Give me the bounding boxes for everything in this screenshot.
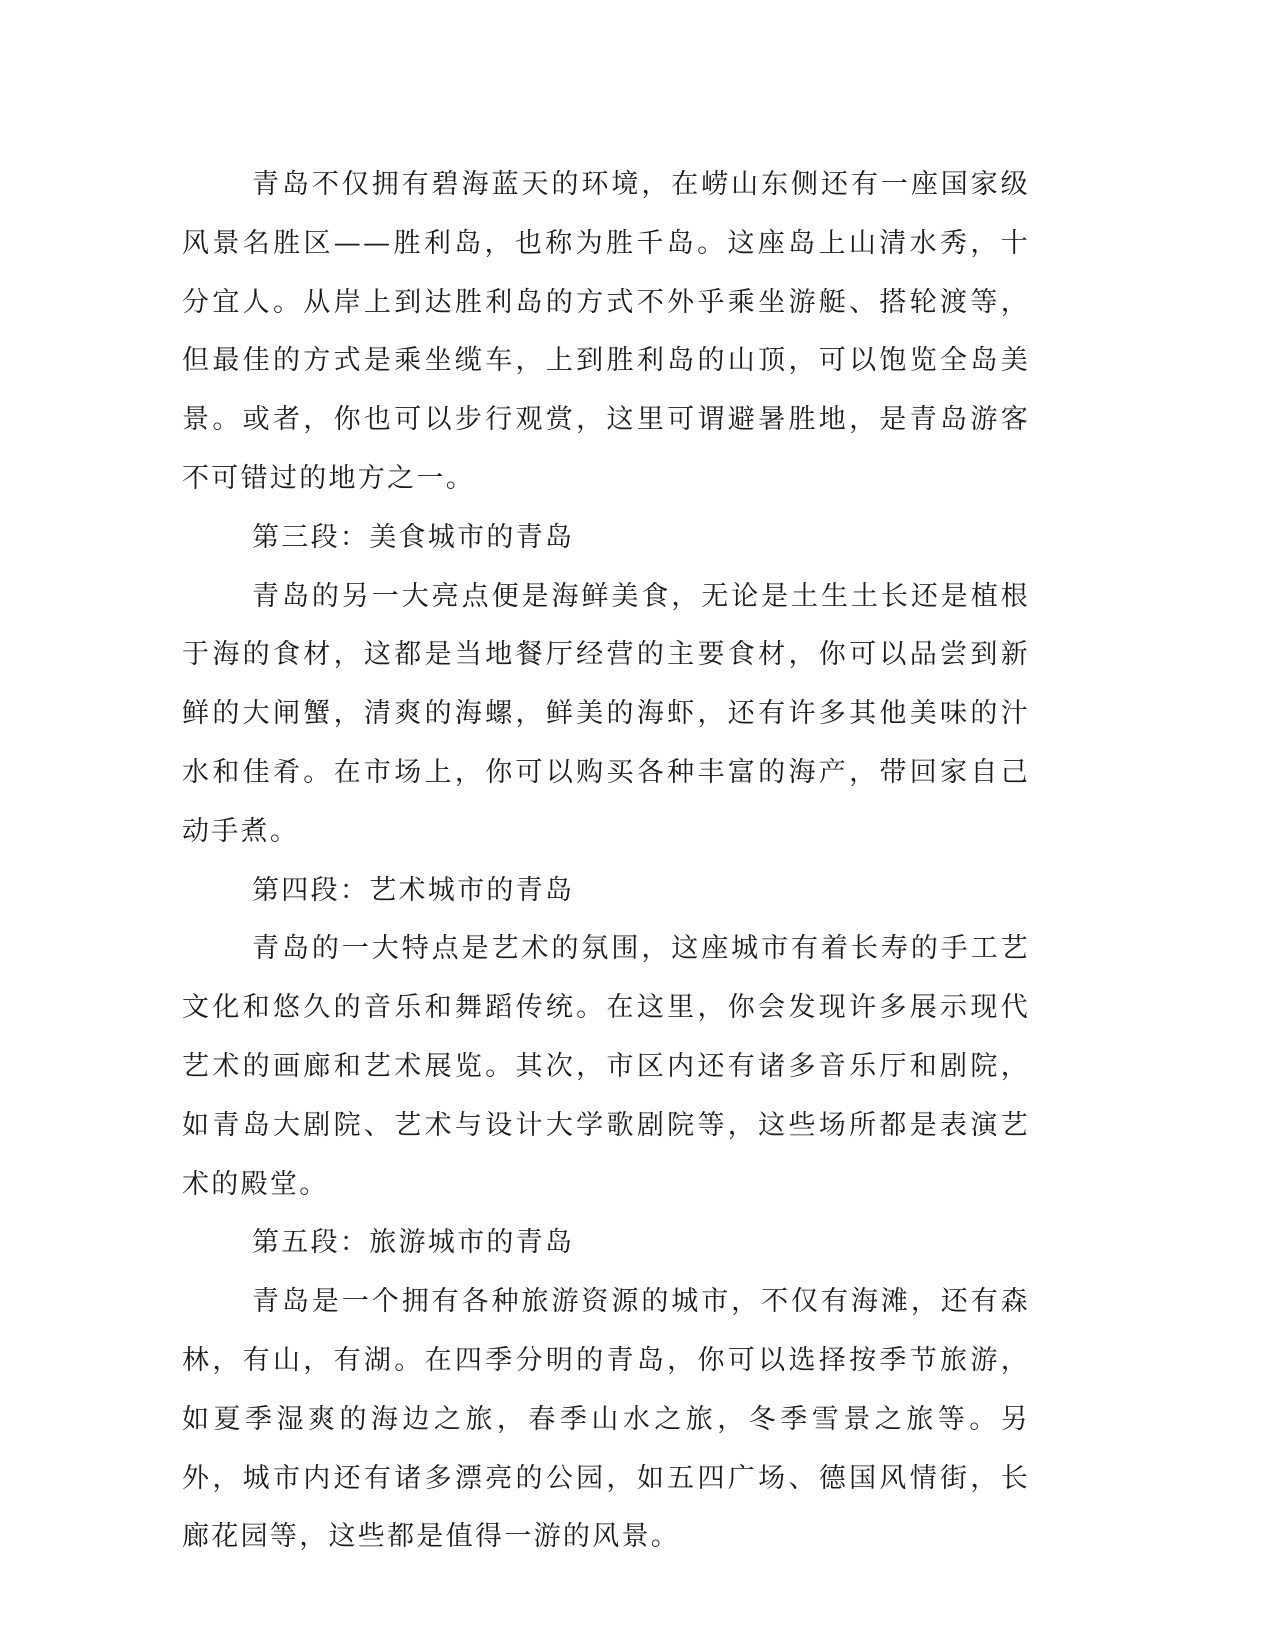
paragraph-seafood: 青岛的另一大亮点便是海鲜美食，无论是土生土长还是植根于海的食材，这都是当地餐厅经营的主要食材，你可以品尝到新鲜的大闸蟹，清爽的海螺，鲜美的海虾，还有许多其他美味的汁水和佳肴。在市场上，你可以购买各种丰富的海产，带回家自己动手煮。 bbox=[182, 580, 1030, 847]
document-body bbox=[182, 156, 1030, 1567]
paragraph-art: 青岛的一大特点是艺术的氛围，这座城市有着长寿的手工艺文化和悠久的音乐和舞蹈传统。在这里，你会发现许多展示现代艺术的画廊和艺术展览。其次，市区内还有诸多音乐厅和剧院，如青岛大剧院、艺术与设计大学歌剧院等，这些场所都是表演艺术的殿堂。 bbox=[182, 933, 1030, 1200]
section-heading-art-city: 第四段：艺术城市的青岛 bbox=[252, 874, 575, 906]
paragraph-shengli-island: 青岛不仅拥有碧海蓝天的环境，在崂山东侧还有一座国家级风景名胜区——胜利岛，也称为胜千岛。这座岛上山清水秀，十分宜人。从岸上到达胜利岛的方式不外乎乘坐游艇、搭轮渡等，但最佳的方式是乘坐缆车，上到胜利岛的山顶，可以饱览全岛美景。或者，你也可以步行观赏，这里可谓避暑胜地，是青岛游客不可错过的地方之一。 bbox=[182, 169, 1030, 494]
paragraph-tourism: 青岛是一个拥有各种旅游资源的城市，不仅有海滩，还有森林，有山，有湖。在四季分明的青岛，你可以选择按季节旅游，如夏季湿爽的海边之旅，春季山水之旅，冬季雪景之旅等。另外，城市内还有诸多漂亮的公园，如五四广场、德国风情街，长廊花园等，这些都是值得一游的风景。 bbox=[182, 1286, 1030, 1553]
section-heading-tourism-city: 第五段：旅游城市的青岛 bbox=[252, 1227, 575, 1259]
section-heading-food-city: 第三段：美食城市的青岛 bbox=[252, 521, 575, 553]
